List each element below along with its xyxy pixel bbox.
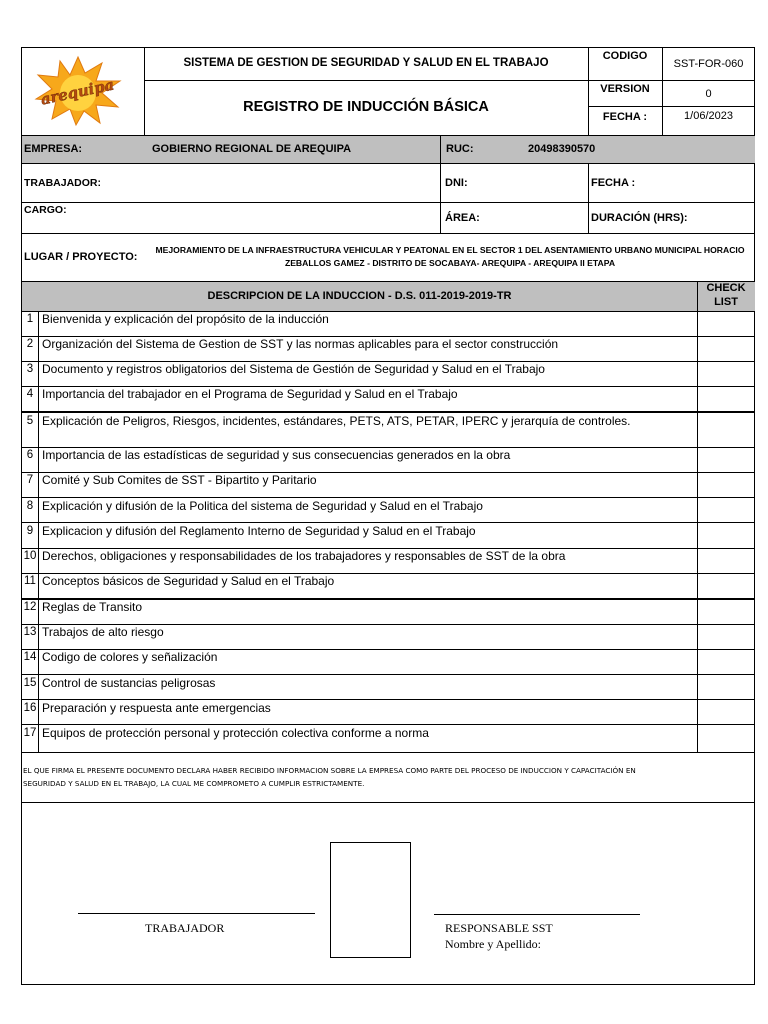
info-fecha-label: FECHA : (591, 177, 636, 189)
check-cell[interactable] (698, 413, 754, 447)
item-number: 11 (24, 575, 36, 587)
check-cell[interactable] (698, 675, 754, 699)
responsable-signature-line (434, 914, 640, 915)
item-text: Equipos de protección personal y protección colectiva conforme a norma (42, 726, 429, 740)
item-text: Documento y registros obligatorios del Sistema de Gestión de Seguridad y Salud en el Trabajo (42, 362, 545, 376)
check-cell[interactable] (698, 448, 754, 472)
check-cell[interactable] (698, 473, 754, 497)
nombre-caption: Nombre y Apellido: (445, 937, 541, 951)
fingerprint-box (330, 842, 411, 958)
item-number: 16 (23, 702, 37, 714)
empresa-value: GOBIERNO REGIONAL DE AREQUIPA (152, 143, 352, 155)
codigo-label: CODIGO (602, 50, 648, 62)
check-cell[interactable] (698, 625, 754, 649)
form-title: REGISTRO DE INDUCCIÓN BÁSICA (243, 99, 489, 115)
lugar-label: LUGAR / PROYECTO: (24, 251, 138, 263)
check-header-2: LIST (714, 296, 738, 308)
fecha-label: FECHA : (602, 111, 648, 123)
item-text: Importancia de las estadísticas de seguridad y sus consecuencias generados en la obra (42, 448, 511, 462)
item-text: Derechos, obligaciones y responsabilidades de los trabajadores y responsables de SST de la obra (42, 549, 566, 563)
check-cell[interactable] (698, 700, 754, 724)
check-cell[interactable] (698, 362, 754, 386)
item-number: 7 (26, 474, 34, 486)
item-number: 1 (26, 313, 34, 325)
check-cell[interactable] (698, 574, 754, 598)
item-number: 13 (23, 626, 37, 638)
fecha-value: 1/06/2023 (684, 110, 733, 122)
duracion-label: DURACIÓN (HRS): (591, 212, 688, 224)
codigo-value: SST-FOR-060 (673, 58, 744, 70)
item-number: 12 (23, 601, 37, 613)
item-text: Reglas de Transito (42, 600, 143, 614)
check-cell[interactable] (698, 600, 754, 624)
item-text: Preparación y respuesta ante emergencias (42, 701, 271, 715)
check-cell[interactable] (698, 312, 754, 336)
declaration-line-2: SEGURIDAD Y SALUD EN EL TRABAJO, LA CUAL ME COMPROMETO A CUMPLIR ESTRICTAMENTE. (23, 779, 365, 788)
check-cell[interactable] (698, 498, 754, 522)
trabajador-caption: TRABAJADOR (145, 921, 225, 935)
item-text: Conceptos básicos de Seguridad y Salud en el Trabajo (42, 574, 335, 588)
version-value: 0 (705, 88, 712, 100)
ruc-label: RUC: (446, 143, 474, 155)
ruc-value: 20498390570 (528, 143, 596, 155)
item-text: Control de sustancias peligrosas (42, 676, 216, 690)
arequipa-logo (30, 55, 126, 127)
item-text: Comité y Sub Comites de SST - Bipartito y Paritario (42, 473, 317, 487)
lugar-line-1: MEJORAMIENTO DE LA INFRAESTRUCTURA VEHICULAR Y PEATONAL EN EL SECTOR 1 DEL ASENTAMIENTO URBANO MUNICIPAL HORACIO (155, 245, 745, 255)
item-number: 14 (23, 651, 37, 663)
induction-header: DESCRIPCION DE LA INDUCCION - D.S. 011-2019-2019-TR (207, 290, 512, 302)
item-text: Importancia del trabajador en el Programa de Seguridad y Salud en el Trabajo (42, 387, 458, 401)
item-number: 2 (26, 338, 34, 350)
check-cell[interactable] (698, 725, 754, 752)
trabajador-label: TRABAJADOR: (24, 177, 101, 189)
check-cell[interactable] (698, 549, 754, 573)
item-text: Bienvenida y explicación del propósito de la inducción (42, 312, 329, 326)
item-number: 17 (23, 727, 37, 739)
area-label: ÁREA: (445, 212, 480, 224)
check-cell[interactable] (698, 337, 754, 361)
check-cell[interactable] (698, 387, 754, 411)
item-number: 15 (23, 677, 37, 689)
item-number: 6 (26, 449, 34, 461)
item-number: 4 (26, 388, 34, 400)
item-text: Explicación de Peligros, Riesgos, incidentes, estándares, PETS, ATS, PETAR, IPERC y jerarquía de controles. (42, 414, 631, 428)
cargo-label: CARGO: (24, 204, 67, 216)
item-number: 3 (26, 363, 34, 375)
lugar-line-2: ZEBALLOS GAMEZ - DISTRITO DE SOCABAYA- AREQUIPA - AREQUIPA II ETAPA (284, 258, 616, 268)
trabajador-signature-line (78, 913, 315, 914)
item-number: 5 (26, 415, 34, 427)
logo-text: arequipa (39, 75, 116, 109)
item-text: Codigo de colores y señalización (42, 650, 218, 664)
system-title: SISTEMA DE GESTION DE SEGURIDAD Y SALUD EN EL TRABAJO (183, 57, 549, 69)
declaration-line-1: EL QUE FIRMA EL PRESENTE DOCUMENTO DECLARA HABER RECIBIDO INFORMACION SOBRE LA EMPRESA COMO PARTE DEL PROCESO DE INDUCCION Y CAPACITACIÓN EN (23, 766, 636, 775)
item-text: Organización del Sistema de Gestion de SST y las normas aplicables para el sector construcción (42, 337, 559, 351)
item-text: Explicación y difusión de la Politica del sistema de Seguridad y Salud en el Trabajo (42, 499, 483, 513)
item-number: 9 (26, 525, 34, 537)
item-text: Explicacion y difusión del Reglamento Interno de Seguridad y Salud en el Trabajo (42, 524, 476, 538)
check-cell[interactable] (698, 650, 754, 674)
empresa-band (22, 136, 755, 163)
item-number: 10 (23, 550, 37, 562)
dni-label: DNI: (445, 177, 468, 189)
check-cell[interactable] (698, 523, 754, 548)
responsable-caption: RESPONSABLE SST (445, 921, 553, 935)
check-header-1: CHECK (706, 282, 746, 294)
empresa-label: EMPRESA: (24, 143, 83, 155)
item-number: 8 (26, 500, 34, 512)
item-text: Trabajos de alto riesgo (42, 625, 164, 639)
version-label: VERSION (600, 83, 650, 95)
